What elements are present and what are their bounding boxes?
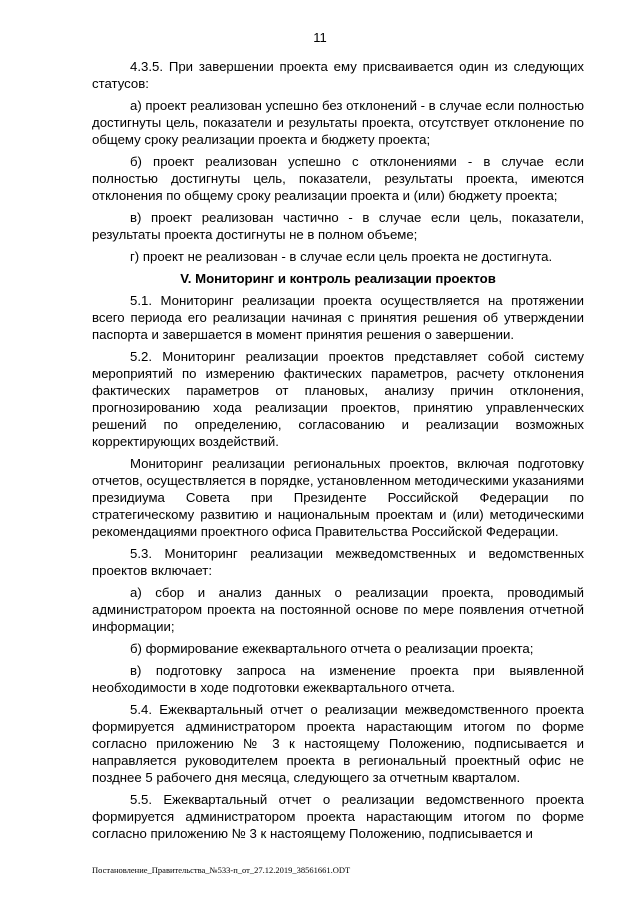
paragraph-5-2: 5.2. Мониторинг реализации проектов представляет собой систему мероприятий по измерению фактических параметров, расчету отклонения фактических параметров от плановых, анализу причин отклонения, прогнозированию хода реализации проектов, принятию управленческих решений по определению, согласованию и реализации возможных корректирующих воздействий.: [92, 349, 584, 449]
page-number: 11: [313, 30, 327, 45]
status-item-v: в) проект реализован частично - в случае если цель, показатели, результаты проекта достигнуты не в полном объеме;: [92, 210, 584, 242]
document-body: [92, 58, 584, 847]
paragraph-5-1: 5.1. Мониторинг реализации проекта осуществляется на протяжении всего периода его реализации начиная с принятия решения об утверждении паспорта и завершается в момент принятия решения о завершении.: [92, 293, 584, 342]
monitoring-item-b: б) формирование ежеквартального отчета о реализации проекта;: [130, 641, 534, 656]
status-item-g: г) проект не реализован - в случае если цель проекта не достигнута.: [130, 249, 553, 264]
status-item-a: а) проект реализован успешно без отклонений - в случае если полностью достигнуты цель, показатели и результаты проекта, отсутствует отклонение по общему сроку реализации проекта и бюджету проекта;: [92, 98, 584, 147]
document-footer: Постановление_Правительства_№533-п_от_27.12.2019_38561661.ODT: [92, 865, 351, 875]
section-heading: V. Мониторинг и контроль реализации проектов: [180, 271, 496, 286]
paragraph-5-5: 5.5. Ежеквартальный отчет о реализации ведомственного проекта формируется администратором проекта нарастающим итогом по форме согласно приложению № 3 к настоящему Положению, подписывается и: [92, 792, 584, 841]
monitoring-item-a: а) сбор и анализ данных о реализации проекта, проводимый администратором проекта на постоянной основе по мере появления отчетной информации;: [92, 585, 584, 634]
paragraph-5-4: 5.4. Ежеквартальный отчет о реализации межведомственного проекта формируется администратором проекта нарастающим итогом по форме согласно приложению № 3 к настоящему Положению, подписывается и направляется руководителем проекта в региональный проектный офис не позднее 5 рабочего дня месяца, следующего за отчетным кварталом.: [92, 702, 584, 785]
status-item-b: б) проект реализован успешно с отклонениями - в случае если полностью достигнуты цель, показатели, результаты проекта, имеются отклонения по общему сроку реализации проекта и (или) бюджету проекта;: [92, 154, 584, 203]
paragraph-5-3: 5.3. Мониторинг реализации межведомственных и ведомственных проектов включает:: [92, 546, 584, 578]
paragraph-regional-monitoring: Мониторинг реализации региональных проектов, включая подготовку отчетов, осуществляется в порядке, установленном методическими указаниями президиума Совета при Президенте Российской Федерации по стратегическому развитию и национальным проектам и (или) методическими рекомендациями проектного офиса Правительства Российской Федерации.: [92, 456, 584, 539]
monitoring-item-v: в) подготовку запроса на изменение проекта при выявленной необходимости в ходе подготовки ежеквартального отчета.: [92, 663, 584, 695]
paragraph-4-3-5: 4.3.5. При завершении проекта ему присваивается один из следующих статусов:: [92, 59, 584, 91]
